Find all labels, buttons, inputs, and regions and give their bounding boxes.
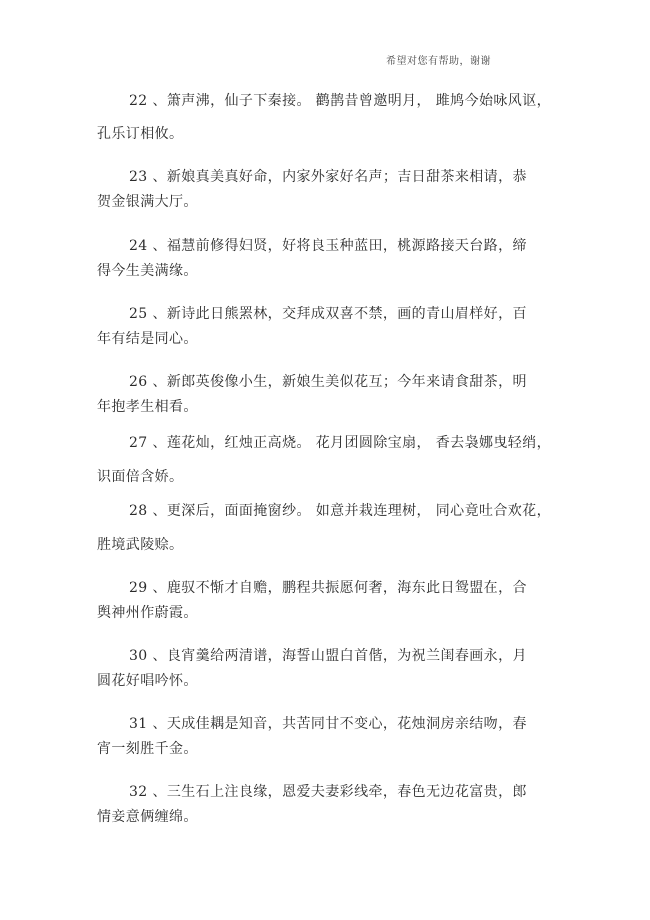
verse-line: 32 、三生石上注良缘，恩爱夫妻彩线牵，春色无边花富贵，郎 (129, 784, 527, 800)
verse-line: 识面倍含娇。 (97, 469, 184, 485)
verse-line: 25 、新诗此日熊罴林，交拜成双喜不禁，画的青山眉样好，百 (129, 306, 527, 322)
verse-line: 30 、良宵羹给两清谱，海誓山盟白首偕，为祝兰闺春画永，月 (129, 648, 527, 664)
verse-line: 圆花好唱吟怀。 (97, 673, 198, 689)
verse-line: 28 、更深后，面面掩窗纱。 如意并栽连理树， 同心竟吐合欢花， (129, 503, 551, 519)
verse-line: 31 、天成佳耦是知音，共苦同甘不变心，花烛洞房亲结吻，春 (129, 716, 527, 732)
header-note: 希望对您有帮助，谢谢 (386, 56, 491, 67)
verse-line: 宵一刻胜千金。 (97, 741, 198, 757)
verse-line: 孔乐订相攸。 (97, 126, 184, 142)
verse-line: 27 、莲花灿，红烛正高烧。 花月团圆除宝扇， 香去袅娜曳轻绡， (129, 435, 551, 451)
verse-line: 贺金银满大厅。 (97, 194, 198, 210)
verse-line: 24 、福慧前修得妇贤，好将良玉种蓝田，桃源路接天台路，缔 (129, 238, 527, 254)
verse-line: 情妾意俩缠绵。 (97, 809, 198, 825)
verse-line: 年有结是同心。 (97, 331, 198, 347)
verse-line: 22 、箫声沸，仙子下秦接。 鹳鹊昔曾邀明月， 雎鸠今始咏风讴， (129, 93, 551, 109)
verse-line: 胜境武陵赊。 (97, 537, 184, 553)
verse-line: 年抱孝生相看。 (97, 399, 198, 415)
verse-line: 26 、新郎英俊像小生，新娘生美似花互；今年来请食甜茶，明 (129, 374, 527, 390)
verse-line: 29 、鹿驭不惭才自赡，鹏程共振愿何奢，海东此日鸳盟在，合 (129, 580, 527, 596)
verse-line: 23 、新娘真美真好命，内家外家好名声；吉日甜茶来相请，恭 (129, 169, 527, 185)
verse-line: 舆神州作蔚霞。 (97, 605, 198, 621)
verse-line: 得今生美满缘。 (97, 263, 198, 279)
